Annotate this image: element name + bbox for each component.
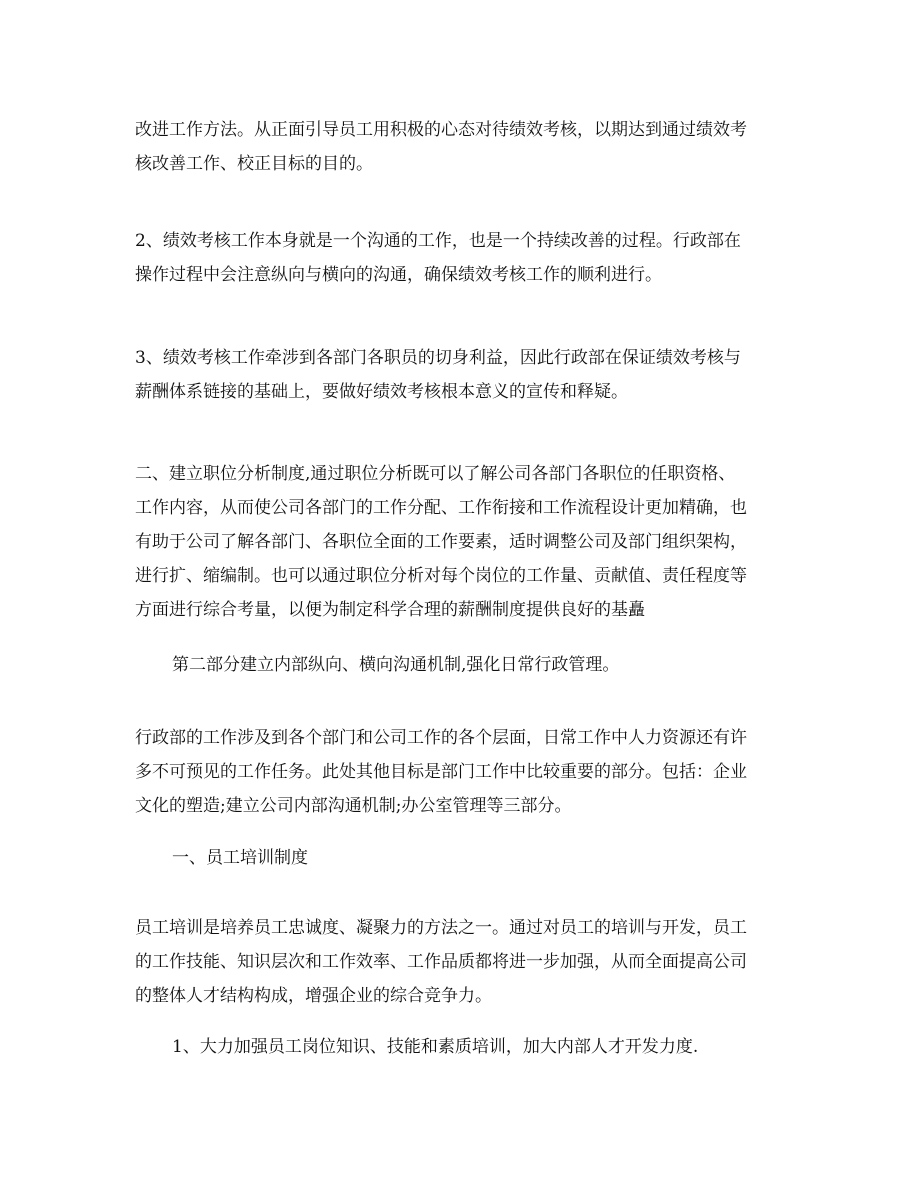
paragraph-item-2-communication (135, 224, 790, 292)
text-line: 文化的塑造;建立公司内部沟通机制;办公室管理等三部分。 (135, 796, 572, 816)
text-line: 1、大力加强员工岗位知识、技能和素质培训，加大内部人才开发力度. (172, 1037, 699, 1057)
text-line: 进行扩、缩编制。也可以通过职位分析对每个岗位的工作量、贡献值、责任程度等 (135, 566, 747, 586)
text-line: 行政部的工作涉及到各个部门和公司工作的各个层面，日常工作中人力资源还有许 (135, 728, 747, 748)
text-line: 操作过程中会注意纵向与横向的沟通，确保绩效考核工作的顺利进行。 (135, 265, 662, 285)
paragraph-training-purpose (135, 911, 790, 1013)
paragraph-admin-scope (135, 721, 790, 823)
paragraph-position-analysis (135, 457, 790, 627)
text-line: 的整体人才结构构成，增强企业的综合竞争力。 (135, 986, 492, 1006)
paragraph-item-1-training (172, 1030, 790, 1064)
paragraph-item-3-interests (135, 341, 790, 409)
section-heading-part-two (172, 648, 790, 682)
text-line: 员工培训是培养员工忠诚度、凝聚力的方法之一。通过对员工的培训与开发，员工 (135, 918, 747, 938)
text-line: 改进工作方法。从正面引导员工用积极的心态对待绩效考核，以期达到通过绩效考 (135, 120, 747, 140)
text-line: 一、员工培训制度 (172, 848, 308, 868)
text-line: 的工作技能、知识层次和工作效率、工作品质都将进一步加强，从而全面提高公司 (135, 952, 747, 972)
text-line: 方面进行综合考量，以便为制定科学合理的薪酬制度提供良好的基矗 (135, 600, 645, 620)
text-line: 薪酬体系链接的基础上，要做好绩效考核根本意义的宣传和释疑。 (135, 382, 628, 402)
text-line: 工作内容，从而使公司各部门的工作分配、工作衔接和工作流程设计更加精确，也 (135, 498, 747, 518)
text-line: 2、绩效考核工作本身就是一个沟通的工作，也是一个持续改善的过程。行政部在 (135, 231, 741, 251)
text-line: 3、绩效考核工作牵涉到各部门各职员的切身利益，因此行政部在保证绩效考核与 (135, 348, 741, 368)
text-line: 核改善工作、校正目标的目的。 (135, 154, 373, 174)
paragraph-method-improvement (135, 113, 790, 181)
text-line: 有助于公司了解各部门、各职位全面的工作要素，适时调整公司及部门组织架构， (135, 532, 747, 552)
text-line: 第二部分建立内部纵向、横向沟通机制,强化日常行政管理。 (172, 655, 620, 675)
text-line: 二、建立职位分析制度,通过职位分析既可以了解公司各部门各职位的任职资格、 (135, 464, 736, 484)
section-heading-training (172, 841, 790, 875)
text-line: 多不可预见的工作任务。此处其他目标是部门工作中比较重要的部分。包括：企业 (135, 762, 747, 782)
